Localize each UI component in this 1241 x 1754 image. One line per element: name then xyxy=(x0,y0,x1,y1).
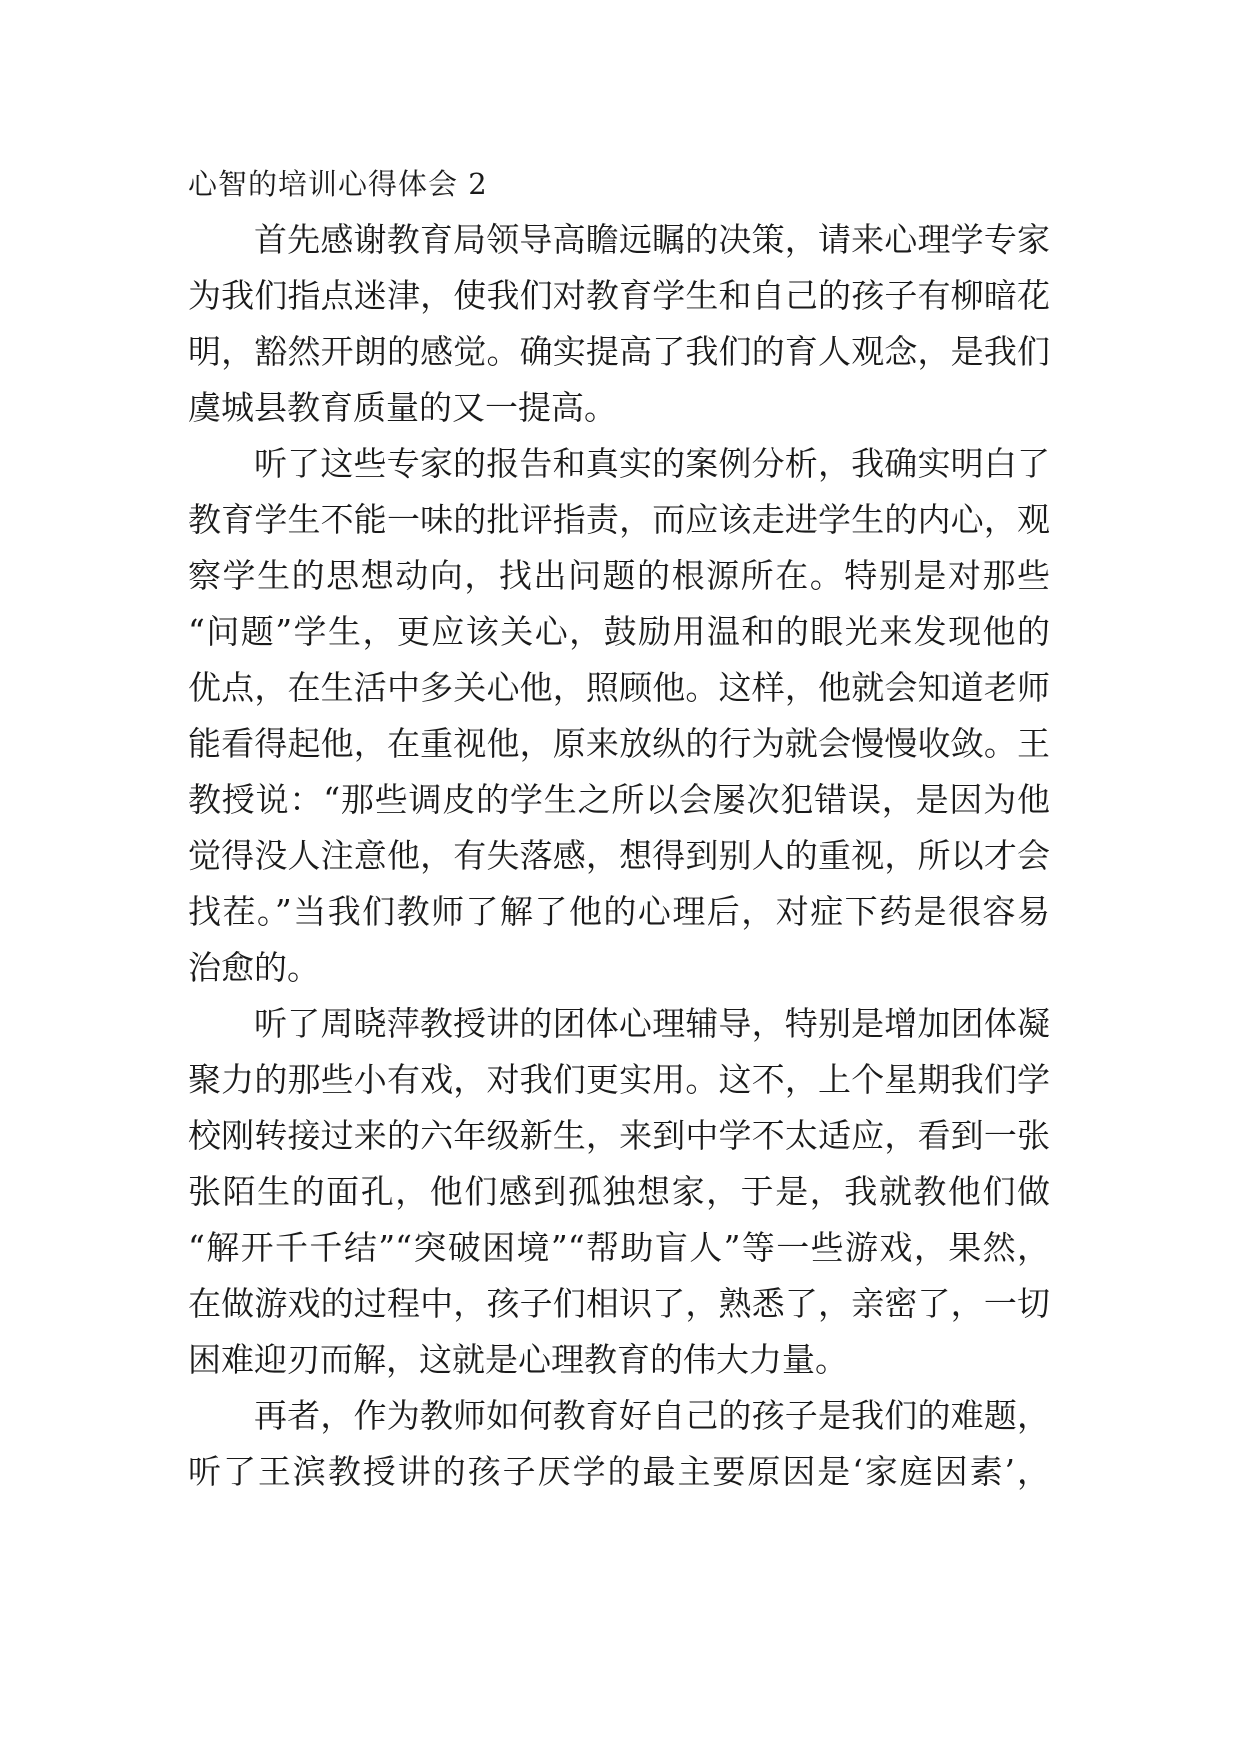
paragraph-line: 听了王滨教授讲的孩子厌学的最主要原因是‘家庭因素’， xyxy=(188,1452,1050,1491)
paragraph-line: 困难迎刃而解，这就是心理教育的伟大力量。 xyxy=(188,1340,848,1379)
paragraph-line: 首先感谢教育局领导高瞻远瞩的决策，请来心理学专家 xyxy=(254,220,1050,259)
paragraph-line: 察学生的思想动向，找出问题的根源所在。特别是对那些 xyxy=(188,556,1050,595)
paragraph-line: 教育学生不能一味的批评指责，而应该走进学生的内心，观 xyxy=(188,500,1050,539)
paragraph-line: 再者，作为教师如何教育好自己的孩子是我们的难题， xyxy=(254,1396,1050,1435)
paragraph-line: 教授说：“那些调皮的学生之所以会屡次犯错误，是因为他 xyxy=(188,780,1050,819)
paragraph-line: 能看得起他，在重视他，原来放纵的行为就会慢慢收敛。王 xyxy=(188,724,1050,763)
paragraph-line: “解开千千结”“突破困境”“帮助盲人”等一些游戏，果然， xyxy=(188,1228,1050,1267)
paragraph-line: 张陌生的面孔，他们感到孤独想家，于是，我就教他们做 xyxy=(188,1172,1050,1211)
paragraph-line: “问题”学生，更应该关心，鼓励用温和的眼光来发现他的 xyxy=(188,612,1050,651)
paragraph-line: 聚力的那些小有戏，对我们更实用。这不，上个星期我们学 xyxy=(188,1060,1050,1099)
paragraph-line: 觉得没人注意他，有失落感，想得到别人的重视，所以才会 xyxy=(188,836,1050,875)
paragraph-line: 校刚转接过来的六年级新生，来到中学不太适应，看到一张 xyxy=(188,1116,1050,1155)
paragraph-line: 虞城县教育质量的又一提高。 xyxy=(188,388,617,427)
paragraph-line: 找茬。”当我们教师了解了他的心理后，对症下药是很容易 xyxy=(188,892,1050,931)
paragraph-line: 明，豁然开朗的感觉。确实提高了我们的育人观念，是我们 xyxy=(188,332,1050,371)
paragraph-line: 为我们指点迷津，使我们对教育学生和自己的孩子有柳暗花 xyxy=(188,276,1050,315)
paragraph-line: 在做游戏的过程中，孩子们相识了，熟悉了，亲密了，一切 xyxy=(188,1284,1050,1323)
paragraph-line: 治愈的。 xyxy=(188,948,320,987)
paragraph-line: 听了周晓萍教授讲的团体心理辅导，特别是增加团体凝 xyxy=(254,1004,1050,1043)
paragraph-line: 听了这些专家的报告和真实的案例分析，我确实明白了 xyxy=(254,444,1050,483)
document-title: 心智的培训心得体会 2 xyxy=(188,167,488,201)
paragraph-line: 优点，在生活中多关心他，照顾他。这样，他就会知道老师 xyxy=(188,668,1050,707)
